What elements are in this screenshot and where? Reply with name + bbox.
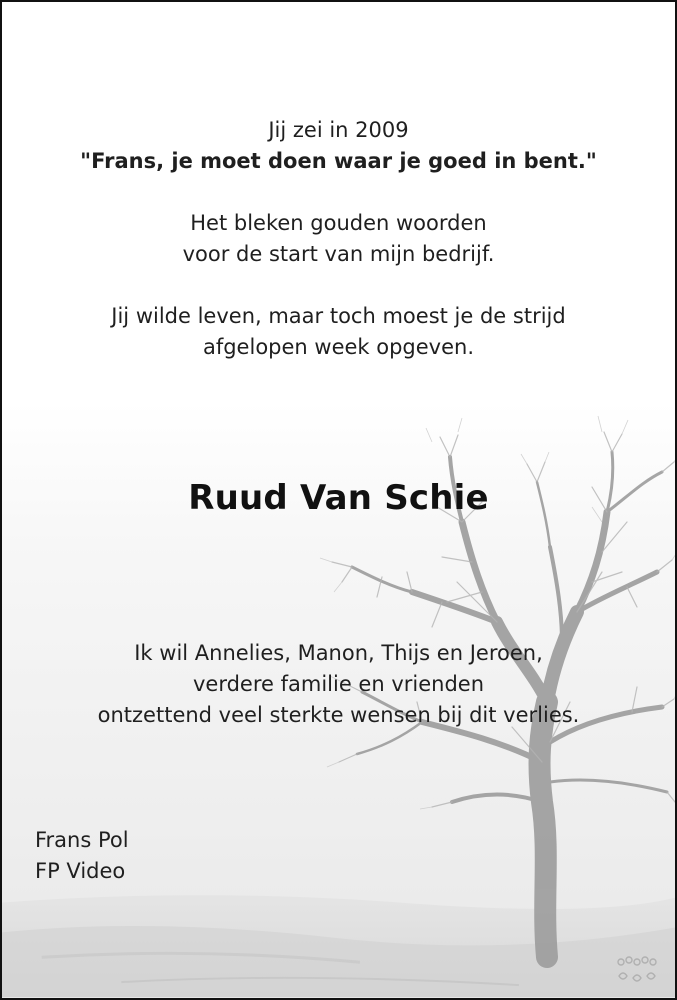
signature-company: FP Video — [35, 859, 126, 883]
wishes-line-3: ontzettend veel sterkte wensen bij dit verlies. — [97, 703, 580, 727]
quote-line-5: Jij wilde leven, maar toch moest je de strijd — [111, 304, 566, 328]
quote-line-6: afgelopen week opgeven. — [202, 335, 475, 359]
signature-name: Frans Pol — [35, 828, 129, 852]
signature — [35, 825, 129, 887]
quote-intro: Jij zei in 2009 — [268, 118, 409, 142]
quote-section — [2, 115, 675, 363]
wishes-section — [2, 638, 675, 731]
deceased-name: Ruud Van Schie — [188, 478, 489, 518]
quote-text: "Frans, je moet doen waar je goed in bent." — [80, 149, 597, 173]
quote-line-4: voor de start van mijn bedrijf. — [182, 242, 495, 266]
paw-prints-icon — [613, 956, 667, 990]
quote-line-3: Het bleken gouden woorden — [190, 211, 487, 235]
wishes-line-2: verdere familie en vrienden — [192, 672, 485, 696]
wishes-line-1: Ik wil Annelies, Manon, Thijs en Jeroen, — [134, 641, 543, 665]
